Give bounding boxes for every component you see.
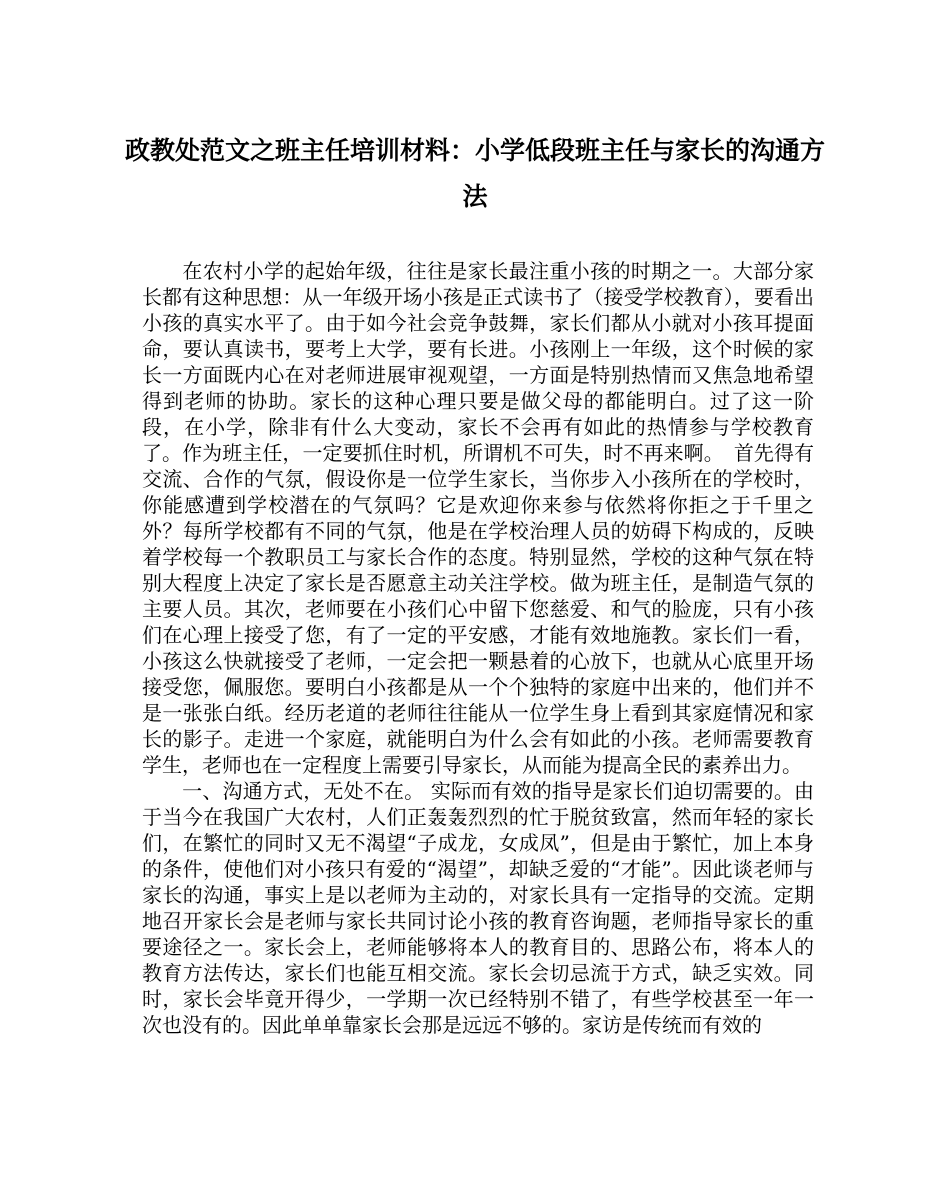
document-body — [142, 258, 814, 1038]
paragraph-text: 在农村小学的起始年级，往往是家长最注重小孩的时期之一。大部分家长都有这种思想：从一年级开场小孩是正式读书了（接受学校教育），要看出小孩的真实水平了。由于如今社会竞争鼓舞，家长们都从小就对小孩耳提面命，要认真读书，要考上大学，要有长进。小孩刚上一年级，这个时候的家长一方面既内心在对老师进展审视观望，一方面是特别热情而又焦急地希望得到老师的协助。家长的这种心理只要是做父母的都能明白。过了这一阶段，在小学，除非有什么大变动，家长不会再有如此的热情参与学校教育了。作为班主任，一定要抓住时机，所谓机不可失，时不再来啊。 首先得有交流、合作的气氛，假设你是一位学生家长，当你步入小孩所在的学校时，你能感遭到学校潜在的气氛吗？它是欢迎你来参与依然将你拒之于千里之外？每所学校都有不同的气氛，他是在学校治理人员的妨碍下构成的，反映着学校每一个教职员工与家长合作的态度。特别显然，学校的这种气氛在特别大程度上决定了家长是否愿意主动关注学校。做为班主任，是制造气氛的主要人员。其次，老师要在小孩们心中留下您慈爱、和气的脸庞，只有小孩们在心理上接受了您，有了一定的平安感，才能有效地施教。家长们一看，小孩这么快就接受了老师，一定会把一颗悬着的心放下，也就从心底里开场接受您，佩服您。要明白小孩都是从一个个独特的家庭中出来的，他们并不是一张张白纸。经历老道的老师往往能从一位学生身上看到其家庭情况和家长的影子。走进一个家庭，就能明白为什么会有如此的小孩。老师需要教育学生，老师也在一定程度上需要引导家长，从而能为提高全民的素养出力。 — [142, 259, 814, 777]
paragraph-text: 一、沟通方式，无处不在。 实际而有效的指导是家长们迫切需要的。由于当今在我国广大农村，人们正轰轰烈烈的忙于脱贫致富，然而年轻的家长们，在繁忙的同时又无不渴望“子成龙，女成凤”，但是由于繁忙，加上本身的条件，使他们对小孩只有爱的“渴望”，却缺乏爱的“才能”。因此谈老师与家长的沟通，事实上是以老师为主动的，对家长具有一定指导的交流。定期地召开家长会是老师与家长共同讨论小孩的教育咨询题，老师指导家长的重要途径之一。家长会上，老师能够将本人的教育目的、思路公布，将本人的教育方法传达，家长们也能互相交流。家长会切忌流于方式，缺乏实效。同时，家长会毕竟开得少，一学期一次已经特别不错了，有些学校甚至一年一次也没有的。因此单单靠家长会那是远远不够的。家访是传统而有效的 — [142, 779, 814, 1037]
paragraph — [142, 778, 814, 1038]
paragraph — [142, 258, 814, 778]
document-title: 政教处范文之班主任培训材料：小学低段班主任与家长的沟通方法 — [124, 136, 825, 211]
